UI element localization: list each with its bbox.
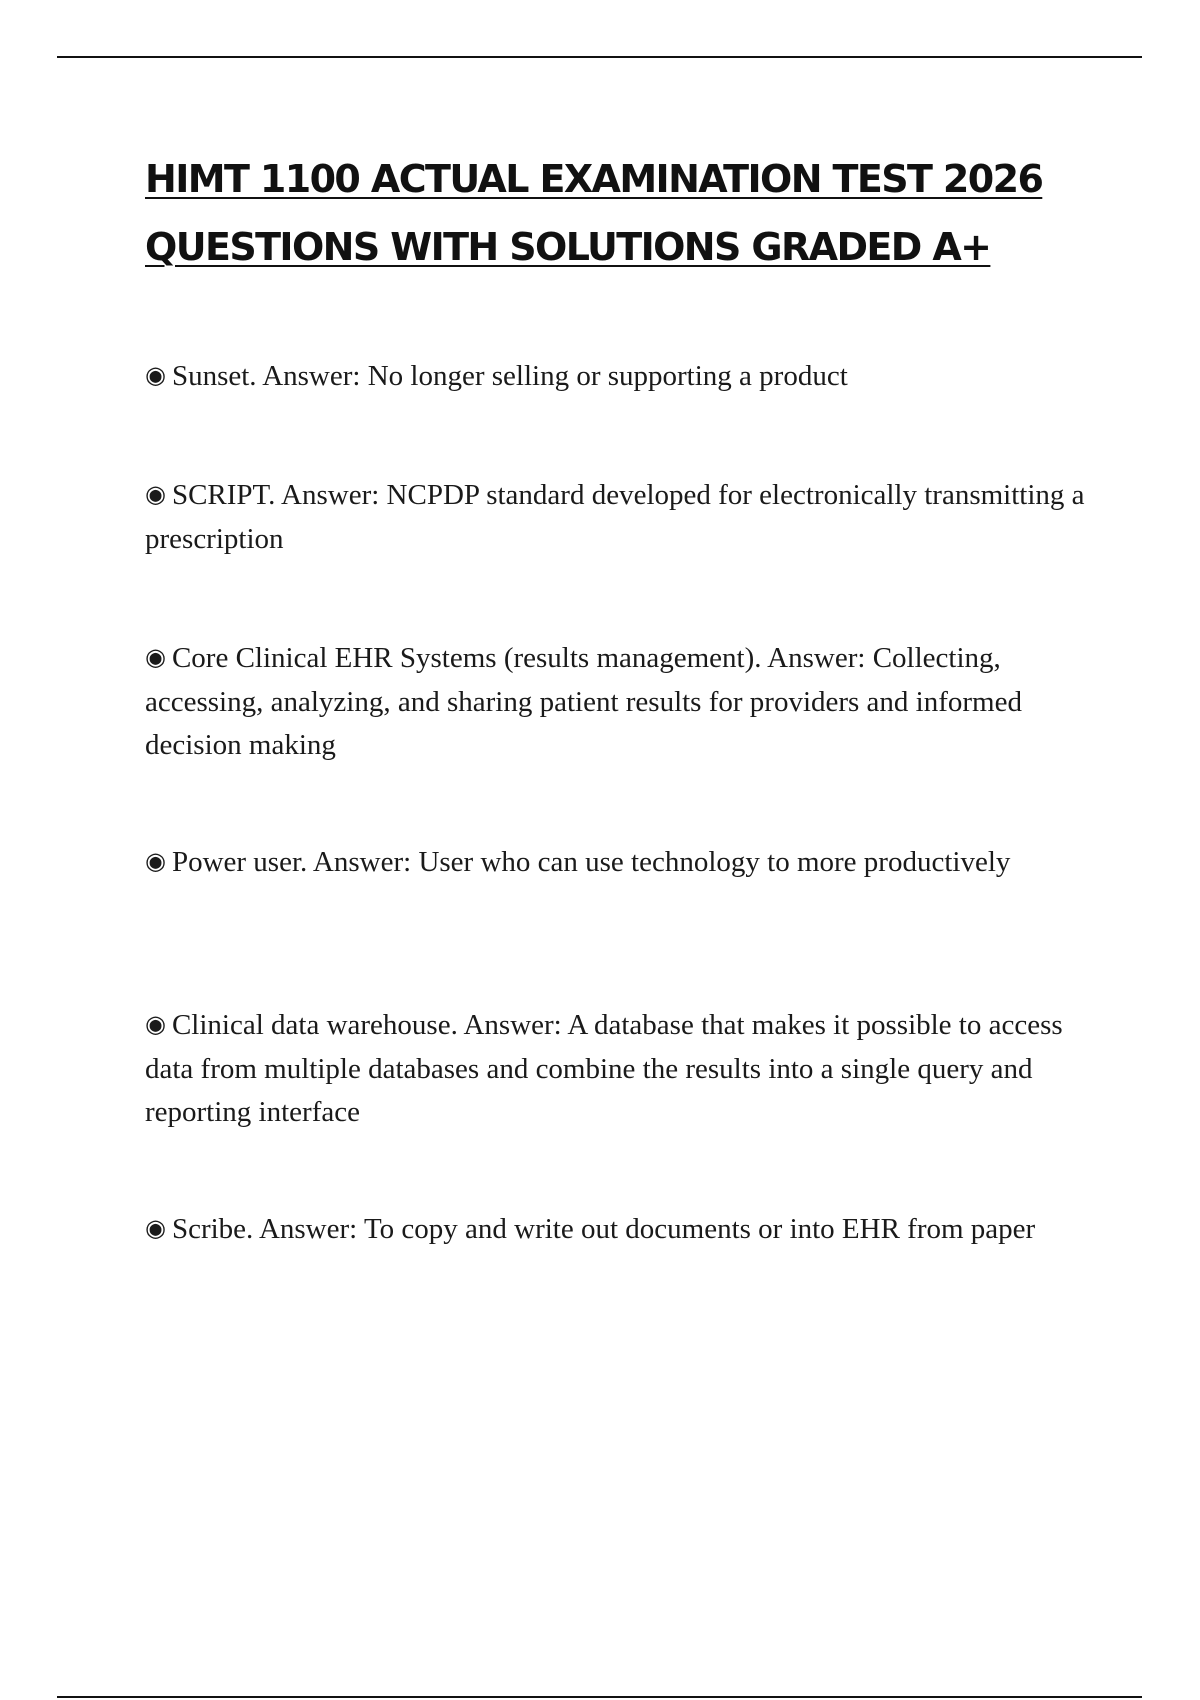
qa-answer: NCPDP standard developed for electronically transmitting a prescription: [145, 479, 1085, 555]
title-line-2: QUESTIONS WITH SOLUTIONS GRADED A+: [145, 225, 991, 269]
qa-answer: To copy and write out documents or into EHR from paper: [363, 1213, 1036, 1245]
qa-item: ◉ Power user. Answer: User who can use technology to more productively: [145, 846, 1011, 878]
bullet-icon: ◉: [145, 1214, 166, 1242]
qa-answer: A database that makes it possible to access data from multiple databases and combine the results into a single query and reporting interface: [145, 1009, 1063, 1128]
bullet-icon: ◉: [145, 361, 166, 389]
qa-item: ◉ Core Clinical EHR Systems (results management). Answer: Collecting, accessing, analyzing, and sharing patient results for providers and informed decision making: [145, 642, 1022, 761]
qa-term: SCRIPT: [171, 479, 269, 511]
qa-term: Core Clinical EHR Systems (results management): [171, 642, 755, 674]
bullet-icon: ◉: [145, 1010, 166, 1038]
bullet-icon: ◉: [145, 847, 166, 875]
title-line-1: HIMT 1100 ACTUAL EXAMINATION TEST 2026: [145, 157, 1043, 201]
qa-answer: No longer selling or supporting a product: [367, 360, 848, 392]
qa-term: Clinical data warehouse: [171, 1009, 451, 1041]
qa-item: ◉ Clinical data warehouse. Answer: A database that makes it possible to access data from multiple databases and combine the results into a single query and reporting interface: [145, 1009, 1063, 1128]
qa-term: Scribe: [171, 1213, 247, 1245]
bottom-divider: [57, 1696, 1142, 1698]
qa-answer: Collecting, accessing, analyzing, and sharing patient results for providers and informed decision making: [145, 642, 1022, 761]
bullet-icon: ◉: [145, 643, 166, 671]
qa-item: ◉ Sunset. Answer: No longer selling or supporting a product: [145, 360, 848, 392]
qa-answer: User who can use technology to more productively: [418, 846, 1011, 878]
qa-item: ◉ SCRIPT. Answer: NCPDP standard developed for electronically transmitting a prescription: [145, 479, 1085, 555]
bullet-icon: ◉: [145, 480, 166, 508]
qa-item: ◉ Scribe. Answer: To copy and write out documents or into EHR from paper: [145, 1213, 1036, 1245]
document-title: [145, 145, 1105, 281]
qa-term: Sunset: [171, 360, 250, 392]
top-divider: [57, 56, 1142, 58]
qa-term: Power user: [171, 846, 301, 878]
